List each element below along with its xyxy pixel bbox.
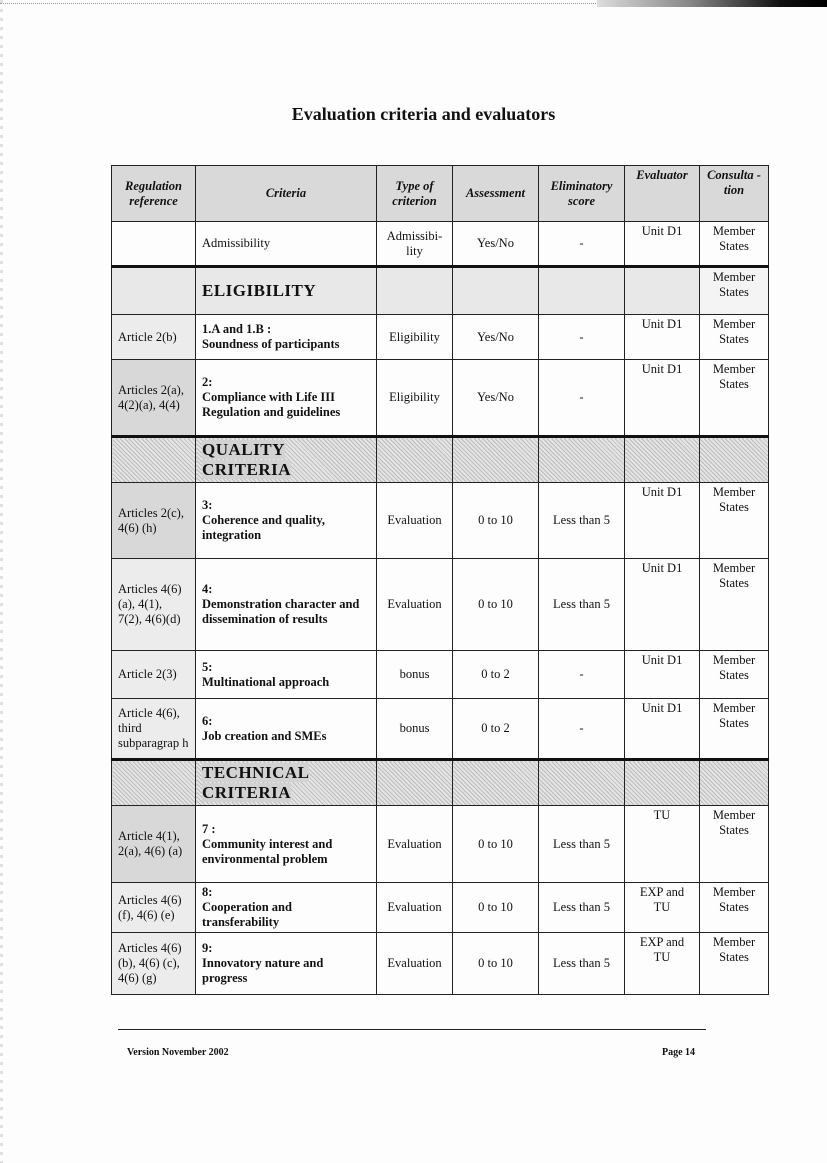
section-empty [377,437,453,483]
cell-criterion [196,559,377,651]
cell-evaluator: Unit D1 [625,483,700,559]
criterion-name: Innovatory nature and progress [202,956,324,985]
footer-version: Version November 2002 [127,1047,229,1058]
section-empty [539,437,625,483]
cell-criterion [196,315,377,360]
section-empty [625,437,700,483]
section-ref-empty [112,760,196,806]
criterion-name: Demonstration character and dissemination of results [202,597,360,626]
cell-assessment: 0 to 10 [453,483,539,559]
cell-consultation: Member States [700,806,769,883]
criterion-name: Job creation and SMEs [202,728,327,743]
criterion-number: 2: [202,375,213,389]
cell-assessment: Yes/No [453,222,539,267]
cell-criterion [196,883,377,933]
cell-type: Eligibility [377,360,453,437]
quality-rows [112,483,769,760]
table-row [112,883,769,933]
header-criteria: Criteria [196,166,377,222]
cell-assessment: 0 to 2 [453,651,539,699]
cell-eliminatory: Less than 5 [539,933,625,995]
section-empty [453,267,539,315]
cell-eliminatory: - [539,222,625,267]
cell-ref: Articles 4(6) (f), 4(6) (e) [112,883,196,933]
header-consultation: Consulta -tion [700,166,769,222]
section-title-cell [196,267,377,315]
cell-consultation: Member States [700,699,769,760]
cell-assessment: 0 to 10 [453,933,539,995]
cell-assessment: 0 to 2 [453,699,539,760]
table-row [112,315,769,360]
section-empty [700,760,769,806]
cell-ref: Article 2(b) [112,315,196,360]
cell-ref: Articles 2(c), 4(6) (h) [112,483,196,559]
section-empty [453,437,539,483]
section-title: QUALITY CRITERIA [202,440,292,479]
header-regulation: Regulation reference [112,166,196,222]
cell-ref: Articles 4(6)(a), 4(1), 7(2), 4(6)(d) [112,559,196,651]
cell-evaluator: Unit D1 [625,315,700,360]
cell-evaluator: Unit D1 [625,360,700,437]
cell-consultation: Member States [700,933,769,995]
criteria-table [111,165,769,995]
cell-consultation: Member States [700,651,769,699]
cell-criterion [196,483,377,559]
section-consultation: Member States [700,267,769,315]
table-row [112,806,769,883]
section-empty [625,267,700,315]
eligibility-rows [112,315,769,437]
table-row [112,651,769,699]
criterion-number: 6: [202,713,213,728]
table-row [112,360,769,437]
criterion-number: 8: [202,885,213,899]
cell-eliminatory: Less than 5 [539,883,625,933]
table-row [112,699,769,760]
cell-assessment: 0 to 10 [453,559,539,651]
cell-evaluator: EXP and TU [625,883,700,933]
scan-dots [0,3,640,4]
criterion-number: 4: [202,582,213,596]
section-empty [625,760,700,806]
cell-criterion [196,222,377,267]
cell-consultation: Member States [700,883,769,933]
section-empty [453,760,539,806]
cell-criterion [196,806,377,883]
criterion-number: 5: [202,659,213,674]
cell-type: Evaluation [377,806,453,883]
criterion-number: 9: [202,941,213,955]
cell-type: bonus [377,699,453,760]
cell-evaluator: Unit D1 [625,559,700,651]
section-ref-empty [112,437,196,483]
page-title: Evaluation criteria and evaluators [291,104,556,124]
section-title-cell [196,760,377,806]
cell-criterion [196,651,377,699]
cell-consultation: Member States [700,483,769,559]
section-empty [377,267,453,315]
cell-ref: Article 4(6), third subparagrap h [112,699,196,760]
cell-type: bonus [377,651,453,699]
cell-type: Eligibility [377,315,453,360]
section-empty [539,760,625,806]
cell-criterion [196,360,377,437]
cell-type: Admissibi-lity [377,222,453,267]
cell-consultation: Member States [700,222,769,267]
cell-ref: Articles 2(a), 4(2)(a), 4(4) [112,360,196,437]
criterion-name: Community interest and environmental problem [202,836,333,866]
cell-evaluator: EXP and TU [625,933,700,995]
table-row [112,483,769,559]
cell-evaluator: Unit D1 [625,651,700,699]
section-title: ELIGIBILITY [202,281,317,300]
scan-left-edge [0,0,3,1163]
criterion-name: Cooperation and transferability [202,900,292,929]
cell-evaluator: TU [625,806,700,883]
header-assessment: Assessment [453,166,539,222]
footer-page-number: Page 14 [662,1047,696,1058]
cell-type: Evaluation [377,883,453,933]
cell-assessment: 0 to 10 [453,806,539,883]
cell-criterion [196,933,377,995]
section-technical [112,760,769,806]
criterion-number: 3: [202,498,213,512]
section-empty [377,760,453,806]
criterion-number: 1.A and 1.B : [202,322,272,336]
cell-ref: Articles 4(6) (b), 4(6) (c), 4(6) (g) [112,933,196,995]
cell-consultation: Member States [700,559,769,651]
header-type: Type of criterion [377,166,453,222]
cell-criterion [196,699,377,760]
criterion-name: Coherence and quality, integration [202,513,326,542]
cell-type: Evaluation [377,483,453,559]
criterion-name: Admissibility [202,236,271,250]
section-title: TECHNICAL CRITERIA [202,763,310,802]
section-quality [112,437,769,483]
criterion-number: 7 : [202,821,216,836]
cell-evaluator: Unit D1 [625,222,700,267]
criterion-name: Multinational approach [202,674,330,689]
cell-type: Evaluation [377,933,453,995]
cell-evaluator: Unit D1 [625,699,700,760]
cell-assessment: Yes/No [453,315,539,360]
header-evaluator: Evaluator [625,166,700,222]
technical-rows [112,806,769,995]
table-row [112,933,769,995]
cell-consultation: Member States [700,360,769,437]
cell-eliminatory: - [539,315,625,360]
table-row [112,559,769,651]
cell-consultation: Member States [700,315,769,360]
cell-type: Evaluation [377,559,453,651]
section-empty [539,267,625,315]
section-title-wrap [202,440,291,479]
footer-rule [118,1029,706,1030]
cell-eliminatory: Less than 5 [539,806,625,883]
criterion-name: Soundness of participants [202,337,340,351]
cell-assessment: Yes/No [453,360,539,437]
criterion-name: Compliance with Life III Regulation and guidelines [202,390,341,419]
cell-ref [112,222,196,267]
scan-top-edge [0,0,827,10]
cell-ref: Article 2(3) [112,651,196,699]
cell-ref: Article 4(1), 2(a), 4(6) (a) [112,806,196,883]
cell-eliminatory: Less than 5 [539,559,625,651]
header-eliminatory: Eliminatory score [539,166,625,222]
cell-eliminatory: - [539,699,625,760]
section-title-cell [196,437,377,483]
section-title-wrap [202,763,309,802]
cell-eliminatory: - [539,651,625,699]
header-row [112,166,769,222]
cell-assessment: 0 to 10 [453,883,539,933]
cell-eliminatory: Less than 5 [539,483,625,559]
section-ref-empty [112,267,196,315]
scan-dark-bar [597,0,827,7]
table-row-admissibility [112,222,769,267]
section-empty [700,437,769,483]
cell-eliminatory: - [539,360,625,437]
section-eligibility [112,267,769,315]
